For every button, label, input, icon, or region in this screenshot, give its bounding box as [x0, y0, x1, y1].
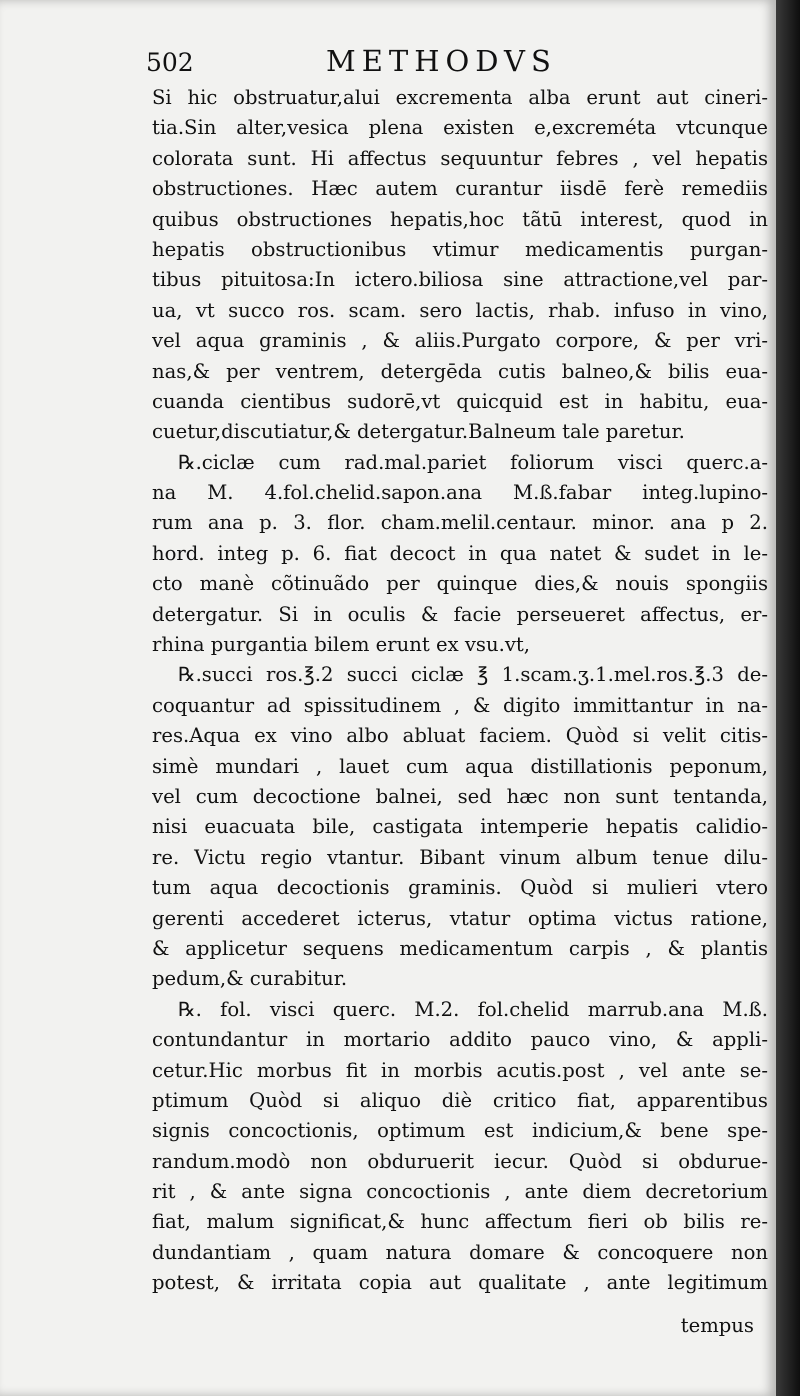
text-line: ℞.succi ros.℥.2 succi ciclæ ℥ 1.scam.ʒ.1.mel.ros.℥.3 de- [178, 663, 768, 687]
text-line: res.Aqua ex vino albo abluat faciem. Quòd si velit citis- [152, 724, 768, 748]
catchword: tempus [680, 1314, 754, 1337]
text-line: quibus obstructiones hepatis,hoc tãtū interest, quod in [152, 207, 768, 231]
text-line: ptimum Quòd si aliquo diè critico fiat, apparentibus [152, 1088, 768, 1112]
text-line: rhina purgantia bilem erunt ex vsu.vt, [152, 633, 531, 657]
text-line: cuetur,discutiatur,& detergatur.Balneum tale paretur. [152, 420, 685, 444]
text-line: & applicetur sequens medicamentum carpis , & plantis [152, 936, 768, 960]
text-line: pedum,& curabitur. [152, 967, 348, 991]
page-header [146, 42, 766, 82]
body-text [152, 83, 768, 1299]
text-line: hord. integ p. 6. fiat decoct in qua natet & sudet in le- [152, 541, 768, 565]
text-line: cto manè cõtinuãdo per quinque dies,& nouis spongiis [152, 572, 768, 596]
text-line: hepatis obstructionibus vtimur medicamentis purgan- [152, 237, 768, 261]
text-line: gerenti accederet icterus, vtatur optima victus ratione, [152, 906, 768, 930]
text-line: cetur.Hic morbus fit in morbis acutis.post , vel ante se- [152, 1058, 768, 1082]
text-line: detergatur. Si in oculis & facie perseueret affectus, er- [152, 602, 768, 626]
text-line: dundantiam , quam natura domare & concoquere non [152, 1240, 768, 1264]
running-head: METHODVS [326, 44, 557, 78]
text-line: rum ana p. 3. flor. cham.melil.centaur. minor. ana p 2. [152, 511, 768, 535]
text-line: contundantur in mortario addito pauco vino, & appli- [152, 1028, 768, 1052]
text-line: ℞. fol. visci querc. M.2. fol.chelid marrub.ana M.ß. [178, 997, 768, 1021]
text-line: nisi euacuata bile, castigata intemperie hepatis calidio- [152, 815, 768, 839]
text-line: simè mundari , lauet cum aqua distillationis peponum, [152, 754, 768, 778]
text-line: tum aqua decoctionis graminis. Quòd si mulieri vtero [152, 876, 768, 900]
text-line: tia.Sin alter,vesica plena existen e,excreméta vtcunque [152, 116, 768, 140]
text-line: nas,& per ventrem, detergēda cutis balneo,& bilis eua- [152, 359, 768, 383]
text-line: ℞.ciclæ cum rad.mal.pariet foliorum visci querc.a- [178, 450, 768, 474]
text-line: potest, & irritata copia aut qualitate , ante legitimum [152, 1271, 768, 1295]
text-line: signis concoctionis, optimum est indicium,& bene spe- [152, 1119, 768, 1143]
text-line: cuanda cientibus sudorē,vt quicquid est in habitu, eua- [152, 389, 768, 413]
text-line: vel aqua graminis , & aliis.Purgato corpore, & per vri- [152, 329, 768, 353]
text-line: fiat, malum significat,& hunc affectum fieri ob bilis re- [152, 1210, 768, 1234]
text-line: obstructiones. Hæc autem curantur iisdē ferè remediis [152, 177, 768, 201]
text-line: coquantur ad spissitudinem , & digito immittantur in na- [152, 693, 768, 717]
text-line: na M. 4.fol.chelid.sapon.ana M.ß.fabar integ.lupino- [152, 481, 768, 505]
text-line: colorata sunt. Hi affectus sequuntur febres , vel hepatis [152, 146, 768, 170]
text-line: ua, vt succo ros. scam. sero lactis, rhab. infuso in vino, [152, 298, 768, 322]
text-line: tibus pituitosa:In ictero.biliosa sine attractione,vel par- [152, 268, 768, 292]
text-line: re. Victu regio vtantur. Bibant vinum album tenue dilu- [152, 845, 768, 869]
text-line: Si hic obstruatur,alui excrementa alba erunt aut cineri- [152, 86, 768, 109]
book-gutter [776, 0, 800, 1396]
text-line: vel cum decoctione balnei, sed hæc non sunt tentanda, [152, 784, 768, 808]
page-number: 502 [146, 48, 194, 77]
text-line: randum.modò non obduruerit iecur. Quòd si obdurue- [152, 1149, 768, 1173]
text-line: rit , & ante signa concoctionis , ante diem decretorium [152, 1180, 768, 1204]
